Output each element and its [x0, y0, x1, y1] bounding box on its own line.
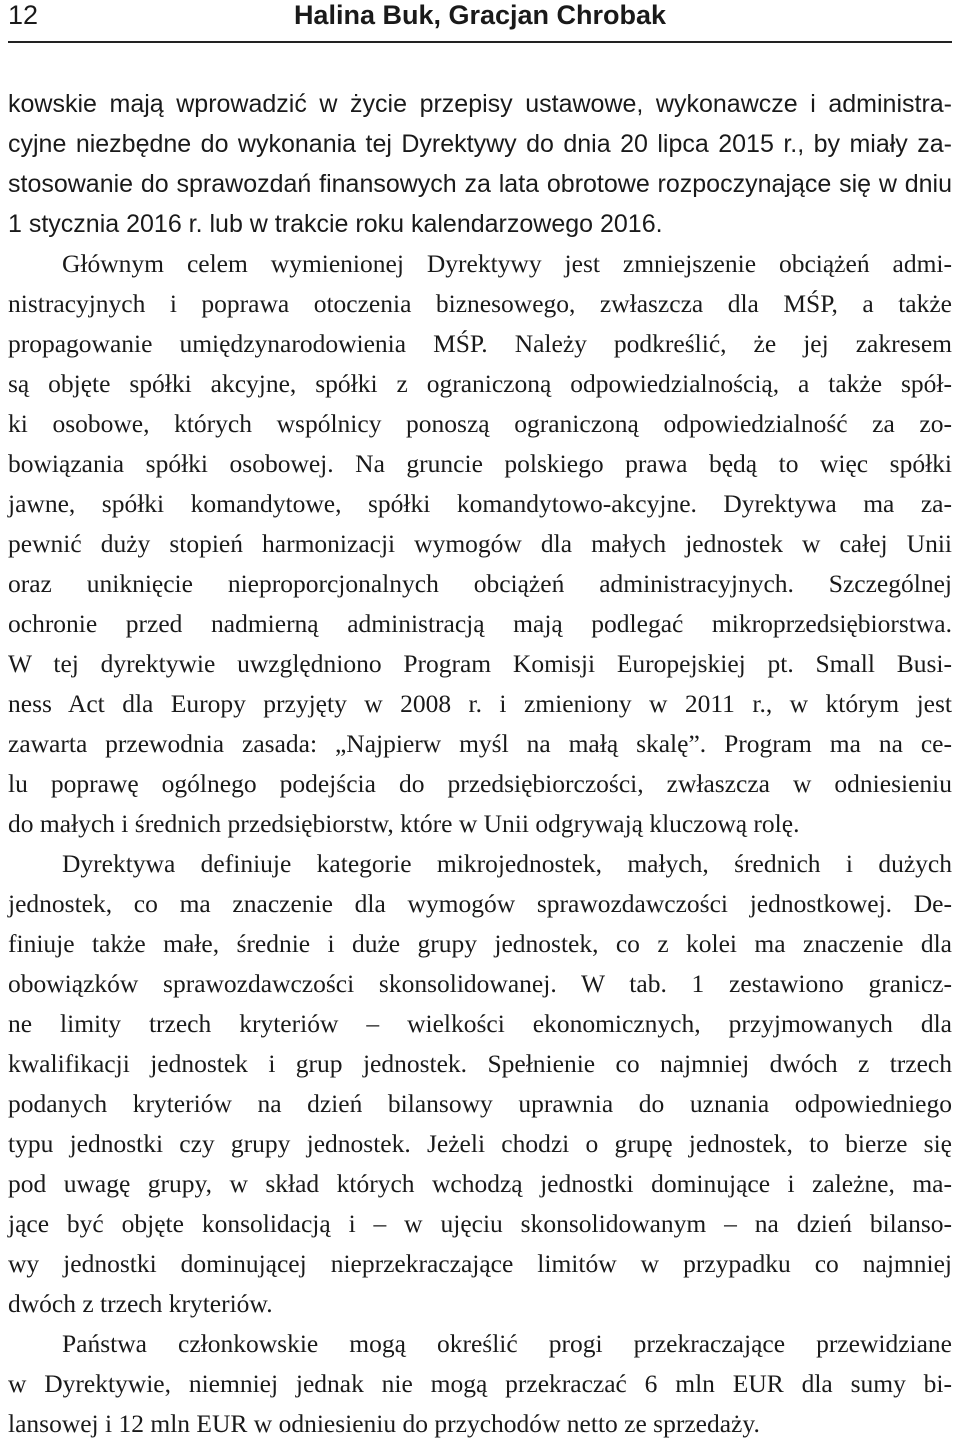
text-line: są objęte spółki akcyjne, spółki z ograniczoną odpowiedzialnością, a także spół- — [8, 369, 952, 398]
body-text — [8, 84, 952, 1444]
text-line: W tej dyrektywie uwzględniono Program Komisji Europejskiej pt. Small Busi- — [8, 649, 952, 678]
text-line: typu jednostki czy grupy jednostek. Jeżeli chodzi o grupę jednostek, to bierze się — [8, 1129, 952, 1158]
text-line: Państwa członkowskie mogą określić progi przekraczające przewidziane — [62, 1329, 952, 1358]
running-title: Halina Buk, Gracjan Chrobak — [293, 0, 667, 30]
text-line: lansowej i 12 mln EUR w odniesieniu do przychodów netto ze sprzedaży. — [8, 1409, 760, 1438]
text-line: obowiązków sprawozdawczości skonsolidowanej. W tab. 1 zestawiono granicz- — [8, 969, 952, 998]
paragraph-2 — [8, 244, 952, 844]
text-line: kwalifikacji jednostek i grup jednostek. Spełnienie co najmniej dwóch z trzech — [8, 1049, 952, 1078]
text-line: oraz uniknięcie nieproporcjonalnych obciążeń administracyjnych. Szczególnej — [8, 569, 952, 598]
text-line: cyjne niezbędne do wykonania tej Dyrektywy do dnia 20 lipca 2015 r., by miały za- — [8, 130, 952, 158]
text-line: 1 stycznia 2016 r. lub w trakcie roku kalendarzowego 2016. — [8, 210, 663, 238]
text-line: ness Act dla Europy przyjęty w 2008 r. i zmieniony w 2011 r., w którym jest — [8, 689, 952, 718]
page-number: 12 — [8, 0, 39, 30]
text-line: pewnić duży stopień harmonizacji wymogów dla małych jednostek w całej Unii — [8, 529, 952, 558]
text-line: jednostek, co ma znaczenie dla wymogów sprawozdawczości jednostkowej. De- — [8, 889, 952, 918]
paragraph-1 — [8, 84, 952, 244]
text-line: dwóch z trzech kryteriów. — [8, 1289, 273, 1318]
text-line: do małych i średnich przedsiębiorstw, które w Unii odgrywają kluczową rolę. — [8, 809, 800, 838]
text-line: jące być objęte konsolidacją i – w ujęciu skonsolidowanym – na dzień bilanso- — [8, 1209, 952, 1238]
text-line: wy jednostki dominującej nieprzekraczające limitów w przypadku co najmniej — [8, 1249, 952, 1278]
header-rule — [8, 41, 952, 43]
text-line: zawarta przewodnia zasada: „Najpierw myśl na małą skalę”. Program ma na ce- — [8, 729, 952, 758]
text-line: bowiązania spółki osobowej. Na gruncie polskiego prawa będą to więc spółki — [8, 449, 952, 478]
text-line: Głównym celem wymienionej Dyrektywy jest zmniejszenie obciążeń admi- — [62, 249, 952, 278]
text-line: pod uwagę grupy, w skład których wchodzą jednostki dominujące i zależne, ma- — [8, 1169, 952, 1198]
text-line: Dyrektywa definiuje kategorie mikrojednostek, małych, średnich i dużych — [62, 849, 952, 878]
text-line: ne limity trzech kryteriów – wielkości ekonomicznych, przyjmowanych dla — [8, 1009, 952, 1038]
text-line: stosowanie do sprawozdań finansowych za lata obrotowe rozpoczynające się w dniu — [8, 170, 952, 198]
paragraph-3 — [8, 844, 952, 1324]
text-line: ochronie przed nadmierną administracją mają podlegać mikroprzedsiębiorstwa. — [8, 609, 952, 638]
text-line: w Dyrektywie, niemniej jednak nie mogą przekraczać 6 mln EUR dla sumy bi- — [8, 1369, 952, 1398]
page-header — [8, 0, 952, 40]
text-line: nistracyjnych i poprawa otoczenia biznesowego, zwłaszcza dla MŚP, a także — [8, 289, 952, 318]
paragraph-4 — [8, 1324, 952, 1444]
text-line: lu poprawę ogólnego podejścia do przedsiębiorczości, zwłaszcza w odniesieniu — [8, 769, 952, 798]
text-line: kowskie mają wprowadzić w życie przepisy ustawowe, wykonawcze i administra- — [8, 90, 952, 118]
text-line: finiuje także małe, średnie i duże grupy jednostek, co z kolei ma znaczenie dla — [8, 929, 952, 958]
text-line: jawne, spółki komandytowe, spółki komandytowo-akcyjne. Dyrektywa ma za- — [8, 489, 952, 518]
text-line: podanych kryteriów na dzień bilansowy uprawnia do uznania odpowiedniego — [8, 1089, 952, 1118]
text-line: ki osobowe, których wspólnicy ponoszą ograniczoną odpowiedzialność za zo- — [8, 409, 952, 438]
text-line: propagowanie umiędzynarodowienia MŚP. Należy podkreślić, że jej zakresem — [8, 329, 952, 358]
